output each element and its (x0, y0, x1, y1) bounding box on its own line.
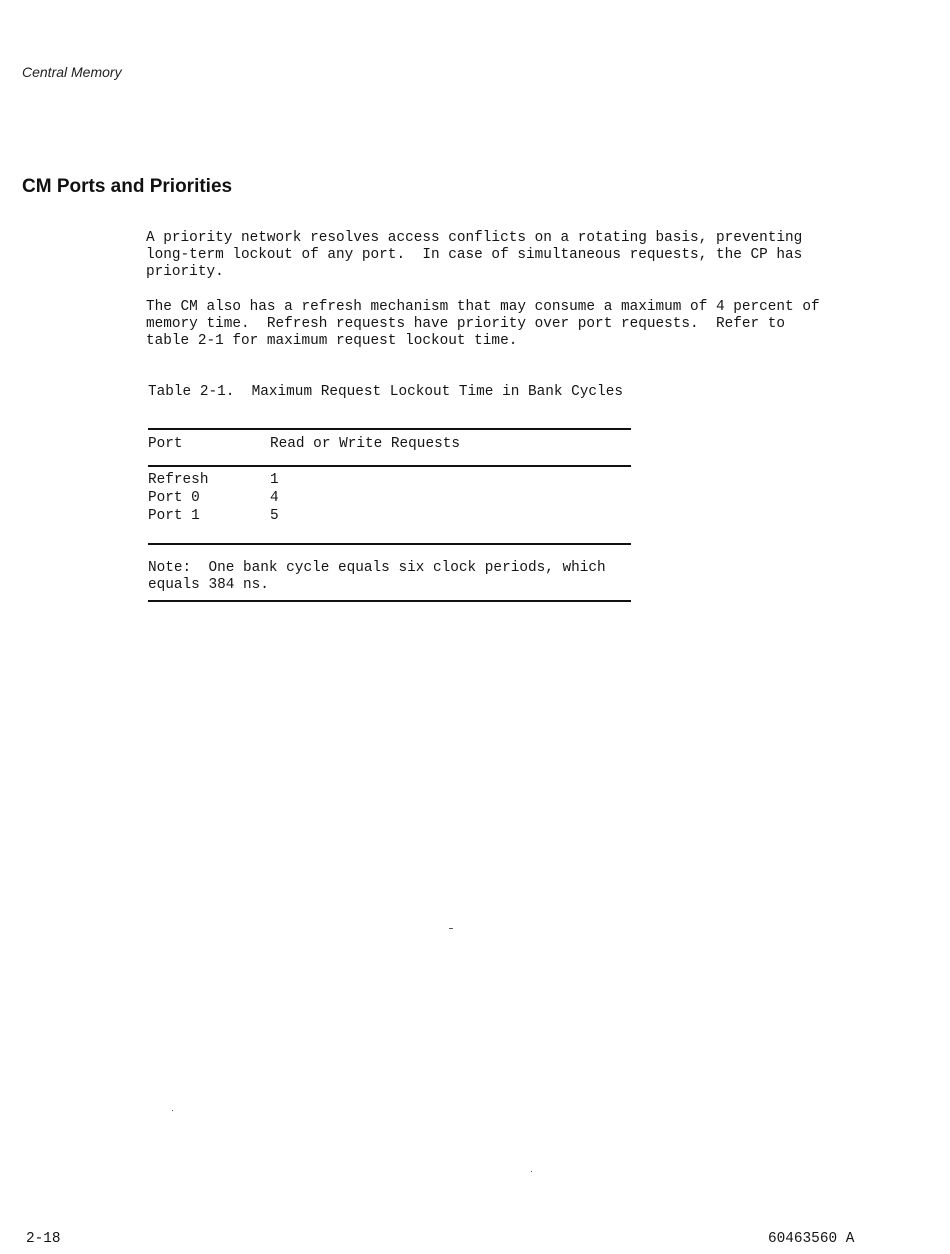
page-number: 2-18 (26, 1231, 61, 1247)
paragraph-refresh-mechanism: The CM also has a refresh mechanism that may consume a maximum of 4 percent of memory time. Refresh requests have priority over port requests. Refer to table 2-1 for maximum request lockout time. (146, 299, 820, 349)
scan-speck (531, 1171, 532, 1172)
table-top-rule (148, 428, 631, 430)
scan-speck (449, 928, 453, 929)
table-row-refresh-value: 1 (270, 472, 279, 488)
table-header-port: Port (148, 436, 183, 452)
table-row-port1-value: 5 (270, 508, 279, 524)
document-number: 60463560 A (768, 1231, 855, 1247)
table-caption: Table 2-1. Maximum Request Lockout Time in Bank Cycles (148, 384, 623, 400)
running-header: Central Memory (22, 64, 122, 80)
table-row-port1-port: Port 1 (148, 508, 200, 524)
paragraph-priority-network: A priority network resolves access conflicts on a rotating basis, preventing long-term lockout of any port. In case of simultaneous requests, the CP has priority. (146, 230, 803, 280)
table-header-requests: Read or Write Requests (270, 436, 460, 452)
table-bottom-rule (148, 600, 631, 602)
table-row-port0-value: 4 (270, 490, 279, 506)
table-row-port0-port: Port 0 (148, 490, 200, 506)
table-header-rule (148, 465, 631, 467)
table-data-rule (148, 543, 631, 545)
scan-speck (172, 1110, 173, 1111)
table-note: Note: One bank cycle equals six clock periods, which equals 384 ns. (148, 560, 606, 593)
section-title: CM Ports and Priorities (22, 176, 233, 197)
table-row-refresh-port: Refresh (148, 472, 209, 488)
